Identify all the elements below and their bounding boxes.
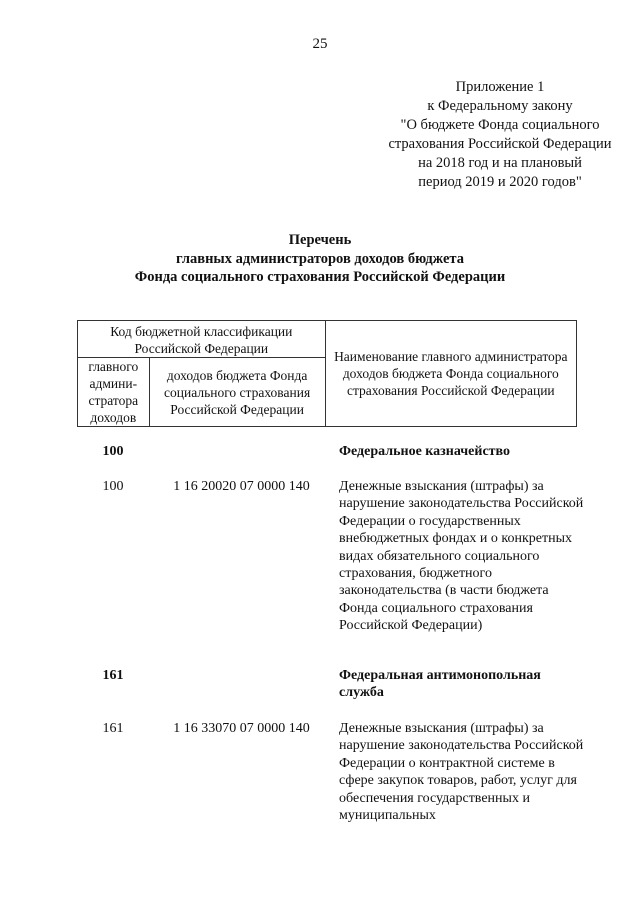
title-line: Перечень <box>288 232 352 248</box>
admin-code: 161 <box>102 668 124 683</box>
admin-name: Федеральная антимонопольная служба <box>339 668 541 701</box>
appendix-note <box>335 78 640 192</box>
appendix-line: "О бюджете Фонда социального <box>400 117 600 133</box>
table-header <box>77 320 577 427</box>
admin-code: 100 <box>102 444 124 459</box>
header-admin-name: Наименование главного администратора доходов бюджета Фонда социального страхования Российской Федерации <box>325 321 576 427</box>
appendix-line: период 2019 и 2020 годов" <box>418 174 582 190</box>
kbk-code: 1 16 20020 07 0000 140 <box>173 479 310 494</box>
title-line: главных администраторов доходов бюджета <box>176 250 464 267</box>
appendix-line: страхования Российской Федерации <box>388 136 612 152</box>
appendix-line: к Федеральному закону <box>427 98 573 114</box>
admin-name: Денежные взыскания (штрафы) за нарушение законодательства Российской Федерации о контрактной системе в сфере закупок товаров, работ, услуг для обеспечения государственных и муниципальных <box>339 721 584 824</box>
header-kbk-group: Код бюджетной классификации Российской Федерации <box>78 321 326 358</box>
kbk-code: 1 16 33070 07 0000 140 <box>173 721 310 736</box>
document-title <box>0 231 640 287</box>
page-number: 25 <box>312 36 328 52</box>
header-revenue-code: доходов бюджета Фонда социального страхования Российской Федерации <box>149 358 325 427</box>
title-line: Фонда социального страхования Российской Федерации <box>134 269 506 285</box>
admin-code: 161 <box>102 721 124 736</box>
admin-code: 100 <box>102 479 124 494</box>
appendix-line: Приложение 1 <box>455 79 545 95</box>
appendix-line: на 2018 год и на плановый <box>418 155 582 171</box>
admin-name: Федеральное казначейство <box>339 444 511 459</box>
header-admin-code: главного админи-стратора доходов <box>78 358 150 427</box>
admin-name: Денежные взыскания (штрафы) за нарушение законодательства Российской Федерации о государственных внебюджетных фондах и о конкретных видах обязательного социального страхования, бюджетного законодательства (в части бюджета Фонда социального страхования Российской Федерации) <box>339 479 584 634</box>
